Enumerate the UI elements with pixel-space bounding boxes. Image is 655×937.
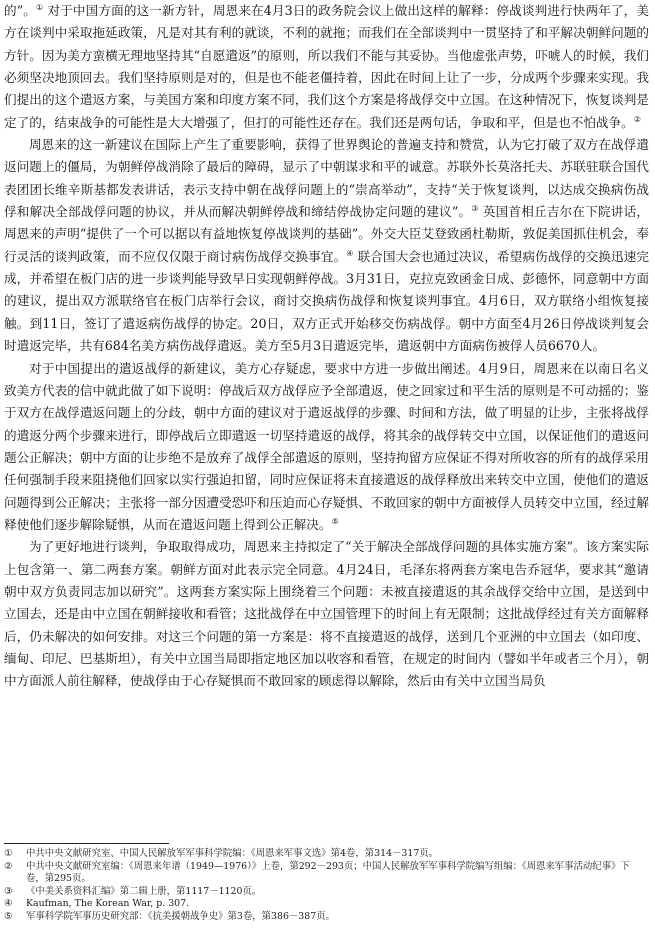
footnote-marker: ① bbox=[36, 2, 44, 12]
paragraph-text: 对于中国提出的遣返战俘的新建议，美方心存疑虑，要求中方进一步做出阐述。4月9日，周恩来在以南日名义致美方代表的信中就此做了如下说明：停战后双方战俘应予全部遣返，使之回家过和平生活的原则是不可动摇的；鉴于双方在战俘遣返问题上的分歧，朝中方面的建议对于遣返战俘的步骤、时间和方法，做了明显的让步，主张将战俘的遣返分两个步骤来进行，即停战后立即遣返一切坚持遣返的战俘，将其余的战俘转交中立国，以保证他们的遣返问题公正解决；朝中方面的让步绝不是放弃了战俘全部遣返的原则，坚持拘留方应保证不得对所收容的所有的战俘采用任何强制手段来阻挠他们回家以实行强迫扣留，同时应保证将未直接遣返的战俘释放出来转交中立国，使他们的遣返问题得到公正解决；主张将一部分因遭受恐吓和压迫而心存疑惧、不敢回家的朝中方面被俘人员转交中立国，经过解释使他们逐步解除疑惧，从而在遣返问题上得到公正解决。 bbox=[4, 360, 649, 532]
footnote-text: 军事科学院军事历史研究部：《抗美援朝战争史》第3卷，第386－387页。 bbox=[26, 910, 335, 922]
footnote-item bbox=[4, 911, 644, 924]
footnote-text: 中共中央文献研究室编：《周恩来年谱（1949—1976）》上卷，第292－293页；中国人民解放军军事科学院编写组编：《周恩来军事活动纪事》下卷，第295页。 bbox=[26, 860, 630, 885]
footnote-number: ② bbox=[4, 860, 13, 872]
footnote-text: Kaufman, The Korean War, p. 307. bbox=[26, 898, 190, 910]
footnote-marker: ③ bbox=[471, 203, 479, 213]
paragraph-text: 对于中国方面的这一新方针，周恩来在4月3日的政务院会议上做出这样的解释：停战谈判进行快两年了，美方在谈判中采取拖延政策，凡是对其有利的就谈，不利的就拖；而我们在全部谈判中一贯坚持了和平解决朝鲜问题的方针。因为美方蛮横无理地坚持其“自愿遣返”的原则，所以我们不能与其妥协。当他虚张声势，吓唬人的时候，我们必须坚决地顶回去。我们坚持原则是对的，但是也不能老僵持着，因此在时间上让了一步，分成两个步骤来实现。我们提出的这个遣返方案，与美国方案和印度方案不同，我们这个方案是将战俘交中立国。在这种情况下，恢复谈判是定了的，结束战争的可能性是大大增强了，但打的可能性还存在。我们还是两句话，争取和平，但是也不怕战争。 bbox=[4, 3, 650, 130]
paragraph-text: 为了更好地进行谈判，争取取得成功，周恩来主持拟定了“关于解决全部战俘问题的具体实施方案”。该方案实际上包含第一、第二两套方案。朝鲜方面对此表示完全同意。4月24日，毛泽东将两套方案电告乔冠华，要求其“邀请朝中双方负责同志加以研究”。这两套方案实际上围绕着三个问题：未被直接遣返的其余战俘交给中立国，是送到中立国去，还是由中立国在朝鲜接收和看管；这批战俘在中立国管理下的时间上有无限制；这批战俘经过有关方面解释后，仍未解决的如何安排。对这三个问题的第一方案是：将不直接遣返的战俘，送到几个亚洲的中立国去（如印度、缅甸、印尼、巴基斯坦），有关中立国当局即指定地区加以收容和看管，在规定的时间内（譬如半年或者三个月），朝中方面派人前往解释，使战俘由于心存疑惧而不敢回家的顾虑得以解除，然后由有关中立国当局负 bbox=[4, 539, 649, 689]
body-paragraph bbox=[4, 0, 649, 134]
footnote-number: ⑤ bbox=[4, 910, 13, 922]
footnote-text: 中共中央文献研究室、中国人民解放军军事科学院编：《周恩来军事文选》第4卷，第314－317页。 bbox=[26, 848, 439, 859]
body-text bbox=[4, 0, 649, 693]
footnote-item bbox=[4, 898, 644, 911]
footnote-marker: ② bbox=[633, 114, 641, 124]
footnote-item bbox=[4, 848, 644, 861]
footnote-separator bbox=[4, 843, 169, 844]
paragraph-text: 周恩来的这一新建议在国际上产生了重要影响，获得了世界舆论的普遍支持和赞赏，认为它打破了双方在战俘遣返问题上的僵局，为朝鲜停战消除了最后的障碍，显示了中朝谋求和平的诚意。苏联外长莫洛托夫、苏联驻联合国代表团团长维辛斯基都发表讲话，表示支持中朝在战俘问题上的“崇高举动”，支持“关于恢复谈判，以达成交换病伤战俘和解决全部战俘问题的协议，并从而解决朝鲜停战和缔结停战协定问题的建议”。 bbox=[4, 137, 649, 220]
body-paragraph bbox=[4, 536, 649, 692]
body-paragraph bbox=[4, 134, 649, 357]
footnote-number: ③ bbox=[4, 885, 13, 897]
footnote-number: ① bbox=[4, 848, 13, 859]
paragraph-text: 联合国大会也通过决议，希望病伤战俘的交换迅速完成，并希望在板门店的进一步谈判能导致早日实现朝鲜停战。3月31日，克拉克致函金日成、彭德怀，同意朝中方面的建议，提出双方派联络官在板门店举行会议，商讨交换病伤战俘和恢复谈判事宜。4月6日，双方联络小组恢复接触。到11日，签订了遣返病伤战俘的协定。20日，双方正式开始移交伤病战俘。朝中方面至4月26日停战谈判复会时遣返完毕，共有684名美方病伤战俘遣返。美方至5月3日遣返完毕，遣返朝中方面病伤被俘人员6670人。 bbox=[4, 248, 650, 354]
footnote-text: 《中美关系资料汇编》第二辑上册，第1117－1120页。 bbox=[26, 885, 262, 897]
footnote-marker: ④ bbox=[346, 248, 354, 258]
paragraph-text: 的”。 bbox=[4, 3, 37, 18]
footnote-number: ④ bbox=[4, 898, 13, 910]
footnote-item bbox=[4, 886, 644, 899]
body-paragraph bbox=[4, 358, 649, 537]
footnotes bbox=[4, 848, 644, 924]
footnote-item bbox=[4, 861, 644, 886]
paragraph-text: 英国首相丘吉尔在下院讲话，周恩来的声明“提供了一个可以据以有益地恢复停战谈判的基础”。外交大臣艾登致函杜勒斯，敦促美国抓住机会，奉行灵活的谈判政策，而不应仅仅限于商讨病伤战俘交换事宜。 bbox=[4, 204, 649, 264]
footnote-marker: ⑤ bbox=[331, 516, 339, 526]
